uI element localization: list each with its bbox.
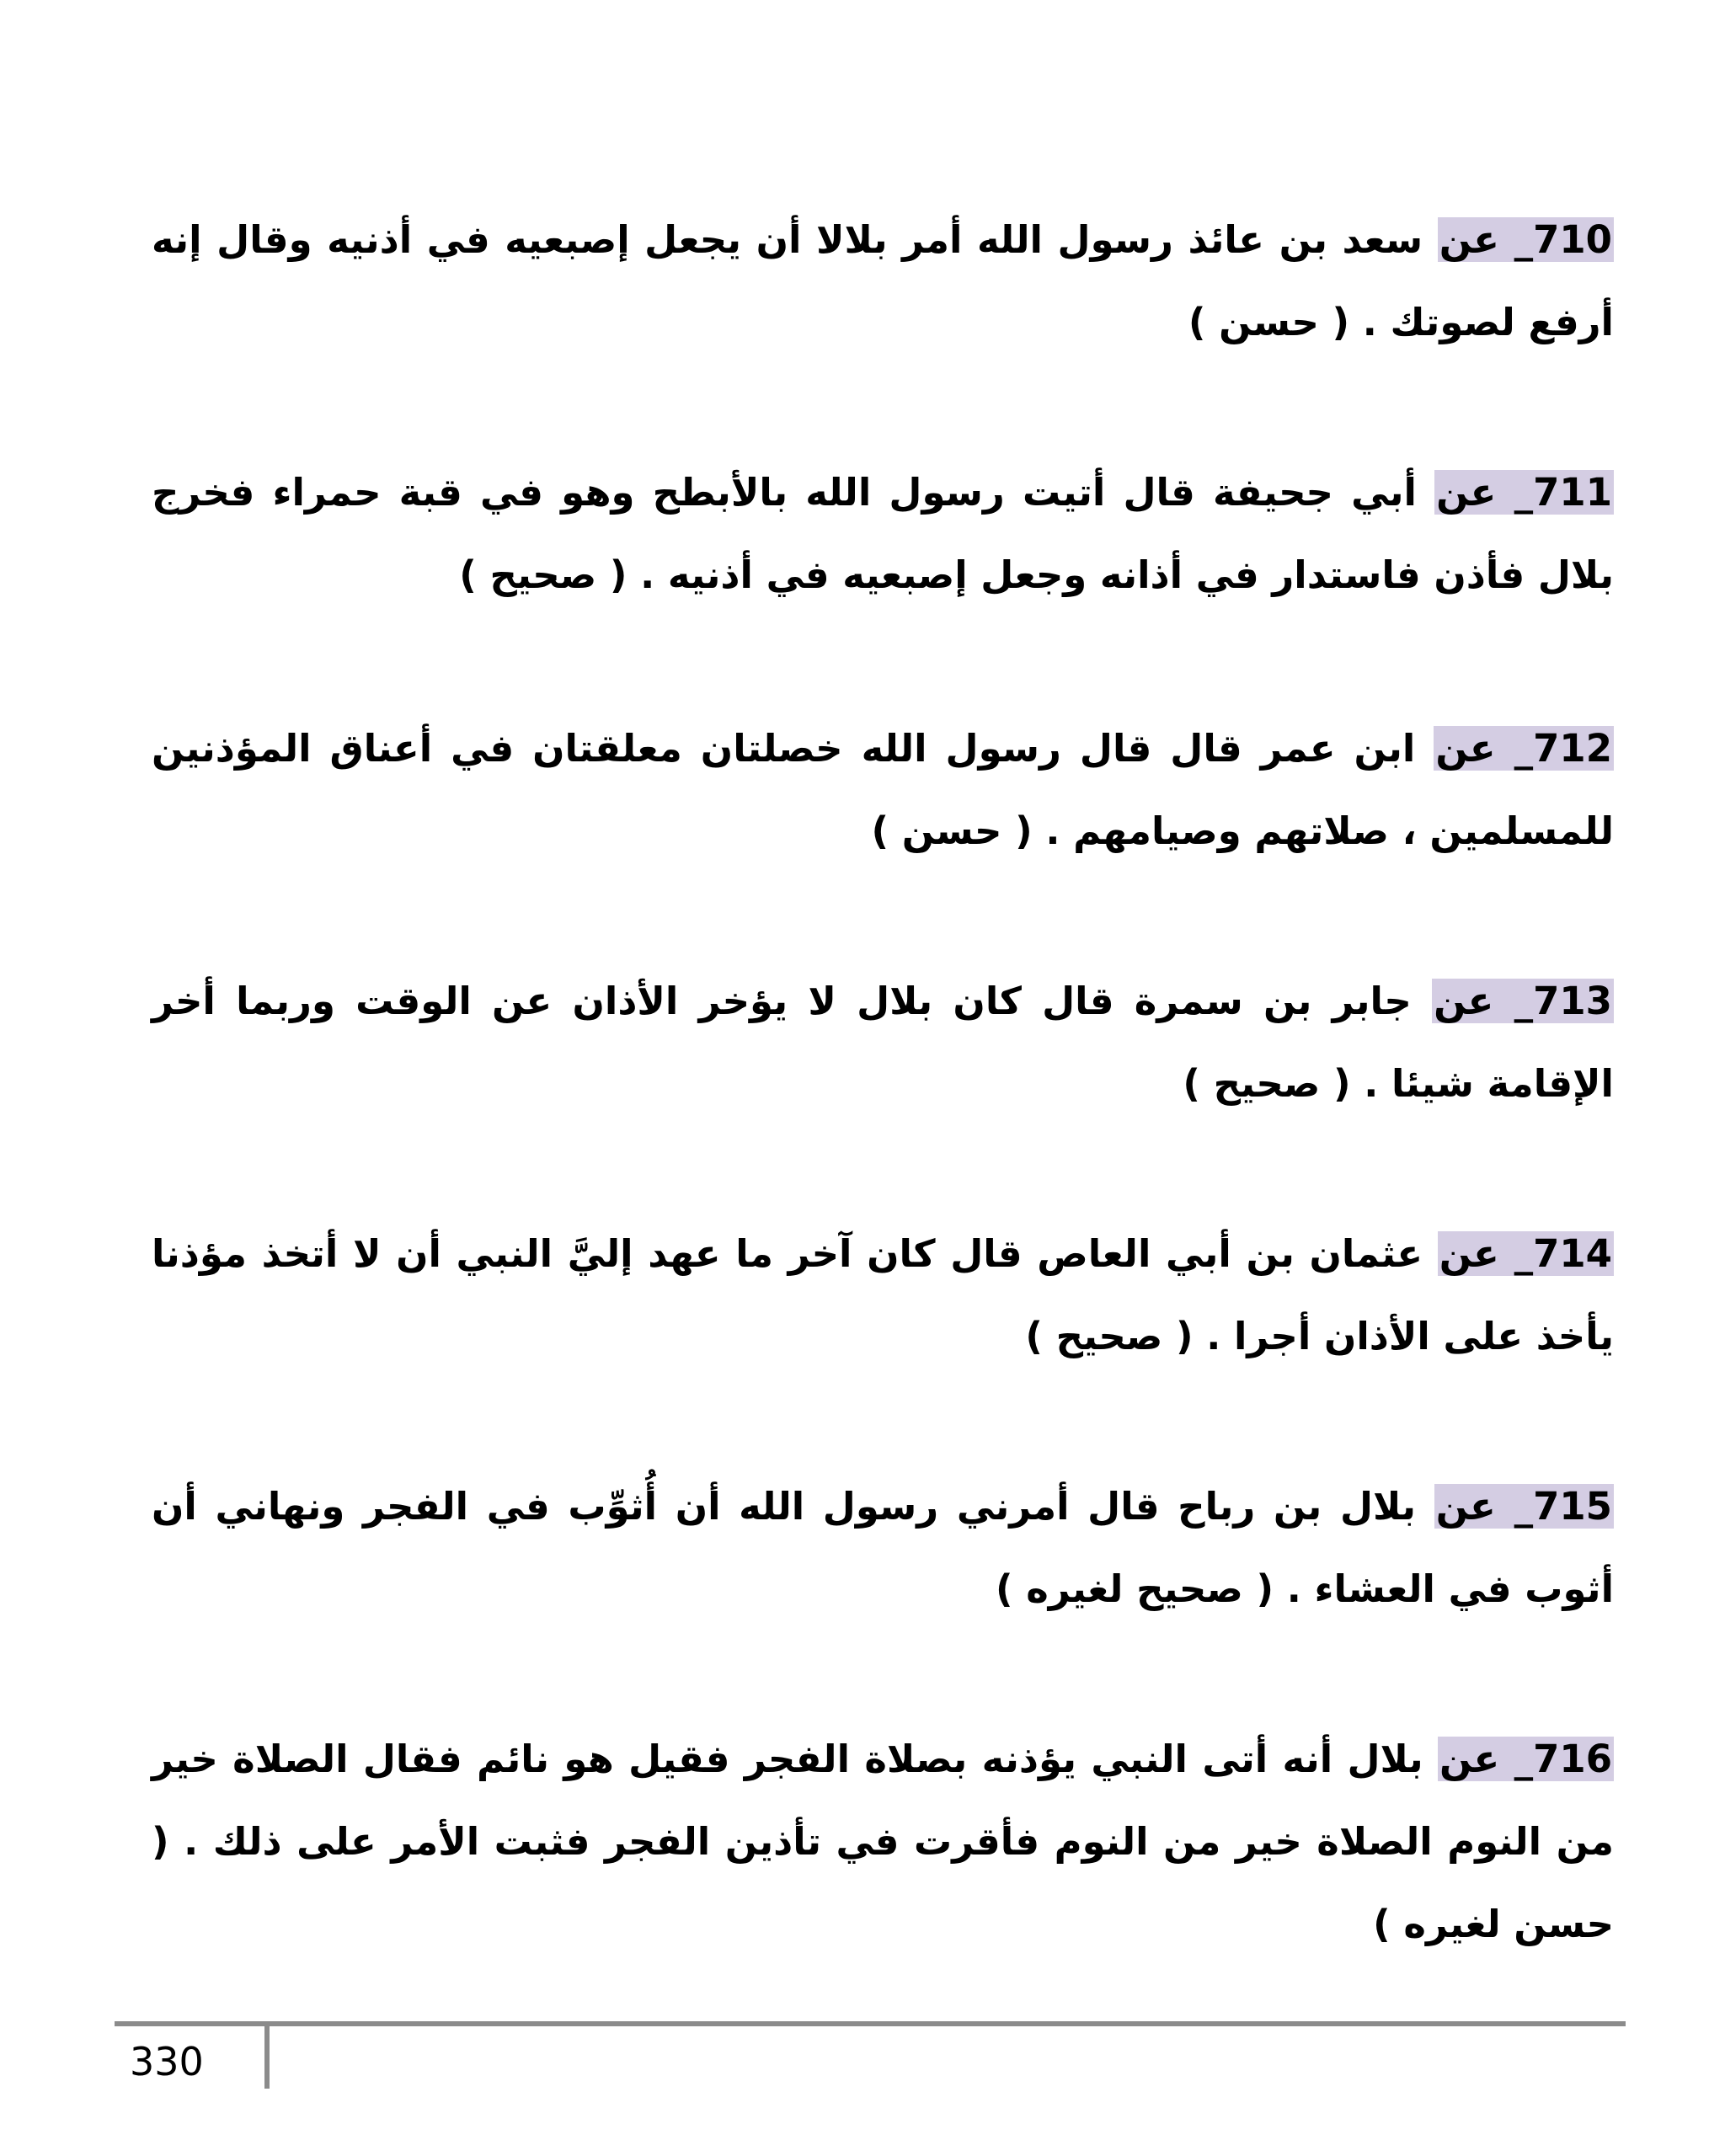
hadith-713 bbox=[152, 960, 1614, 1125]
hadith-714 bbox=[152, 1213, 1614, 1378]
hadith-number-highlight bbox=[1432, 979, 1614, 1023]
footer-divider bbox=[115, 2021, 1626, 2026]
hadith-number-highlight bbox=[1434, 470, 1614, 515]
hadith-text: بلال أنه أتى النبي يؤذنه بصلاة الفجر فقيل هو نائم فقال الصلاة خير من النوم الصلاة خير من النوم فأقرت في تأذين الفجر فثبت الأمر على ذلك . ( حسن لغيره ) bbox=[152, 1737, 1614, 1946]
hadith-lead-word: عن bbox=[1439, 1737, 1500, 1781]
page-number: 330 bbox=[130, 2039, 204, 2084]
footer-divider-tick bbox=[264, 2021, 270, 2089]
hadith-number: 715_ bbox=[1514, 1484, 1612, 1529]
hadith-number: 716_ bbox=[1514, 1737, 1613, 1781]
hadith-text: عثمان بن أبي العاص قال كان آخر ما عهد إليَّ النبي أن لا أتخذ مؤذنا يأخذ على الأذان أجرا . ( صحيح ) bbox=[152, 1231, 1614, 1358]
hadith-text: جابر بن سمرة قال كان بلال لا يؤخر الأذان عن الوقت وربما أخر الإقامة شيئا . ( صحيح ) bbox=[152, 979, 1614, 1106]
hadith-number: 712_ bbox=[1514, 726, 1613, 771]
hadith-number: 713_ bbox=[1514, 979, 1612, 1023]
hadith-number: 714_ bbox=[1514, 1231, 1612, 1276]
hadith-712 bbox=[152, 707, 1614, 873]
hadith-711 bbox=[152, 451, 1614, 616]
hadith-number: 711_ bbox=[1514, 470, 1613, 515]
hadith-716 bbox=[152, 1718, 1614, 1966]
hadith-number-highlight bbox=[1434, 726, 1614, 771]
hadith-715 bbox=[152, 1465, 1614, 1630]
hadith-lead-word: عن bbox=[1439, 217, 1499, 262]
hadith-lead-word: عن bbox=[1435, 726, 1496, 771]
hadith-710 bbox=[152, 199, 1614, 364]
hadith-number-highlight bbox=[1434, 1484, 1614, 1529]
hadith-lead-word: عن bbox=[1439, 1231, 1499, 1276]
hadith-number: 710_ bbox=[1514, 217, 1612, 262]
hadith-lead-word: عن bbox=[1435, 1484, 1496, 1529]
hadith-text: بلال بن رباح قال أمرني رسول الله أن أُثوِّب في الفجر ونهاني أن أثوب في العشاء . ( صحيح لغيره ) bbox=[152, 1484, 1614, 1611]
hadith-lead-word: عن bbox=[1436, 470, 1497, 515]
hadith-text: ابن عمر قال قال رسول الله خصلتان معلقتان في أعناق المؤذنين للمسلمين ، صلاتهم وصيامهم . ( حسن ) bbox=[152, 726, 1614, 853]
hadith-number-highlight bbox=[1438, 1737, 1614, 1781]
hadith-text: أبي جحيفة قال أتيت رسول الله بالأبطح وهو في قبة حمراء فخرج بلال فأذن فاستدار في أذانه وجعل إصبعيه في أذنيه . ( صحيح ) bbox=[152, 470, 1614, 597]
hadith-text: سعد بن عائذ رسول الله أمر بلالا أن يجعل إصبعيه في أذنيه وقال إنه أرفع لصوتك . ( حسن ) bbox=[152, 217, 1614, 344]
hadith-lead-word: عن bbox=[1434, 979, 1494, 1023]
hadith-number-highlight bbox=[1438, 1231, 1614, 1276]
hadith-number-highlight bbox=[1438, 217, 1614, 262]
